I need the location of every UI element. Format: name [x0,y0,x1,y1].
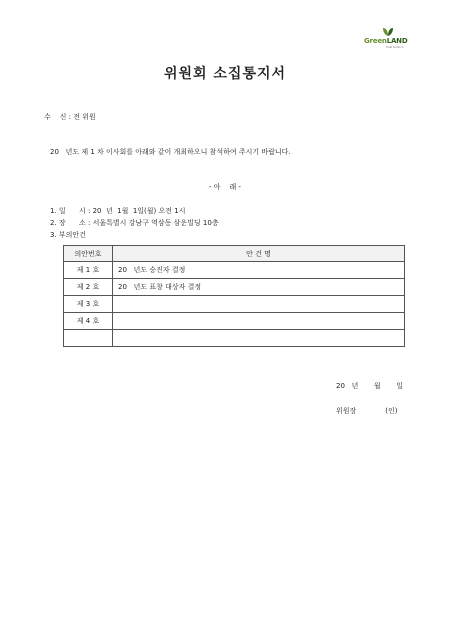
table-row [64,313,405,330]
logo-wordmark [364,37,407,45]
agenda-number: 제 4 호 [64,313,113,330]
agenda-table [63,245,405,347]
table-header-row [64,246,405,262]
agenda-number [64,330,113,347]
item-agenda: 3. 부의안건 [50,231,86,239]
signature-line: 위원장 (인) [336,407,398,415]
table-row [64,262,405,279]
item-location: 2. 장 소 : 서울특별시 강남구 역삼동 삼운빌딩 10층 [50,219,219,227]
item-datetime: 1. 일 시 : 20 년 1월 1일(월) 오전 1시 [50,207,186,215]
table-row [64,296,405,313]
notice-heading: - 아 래 - [209,183,241,191]
intro-paragraph: 20 년도 제 1 차 이사회를 아래와 같이 개최하오니 참석하여 주시기 바랍니다. [50,148,291,156]
agenda-name: 20 년도 승진자 결정 [113,262,405,279]
agenda-number: 제 3 호 [64,296,113,313]
header-agenda-number: 의안번호 [64,246,113,262]
date-line: 20 년 월 일 [336,382,404,390]
document-title: 위원회 소집통지서 [163,66,287,82]
table-row [64,279,405,296]
agenda-name [113,313,405,330]
agenda-number: 제 1 호 [64,262,113,279]
logo-green: Green [364,37,387,45]
greenland-logo [364,26,408,50]
agenda-name: 20 년도 표창 대상자 결정 [113,279,405,296]
leaf-icon [382,26,394,37]
table-row [64,330,405,347]
agenda-name [113,296,405,313]
logo-tagline: Total Solution [386,46,404,49]
header-agenda-name: 안 건 명 [113,246,405,262]
agenda-number: 제 2 호 [64,279,113,296]
recipient-line: 수 신 : 전 위원 [44,113,96,121]
agenda-name [113,330,405,347]
logo-land: LAND [386,37,408,45]
